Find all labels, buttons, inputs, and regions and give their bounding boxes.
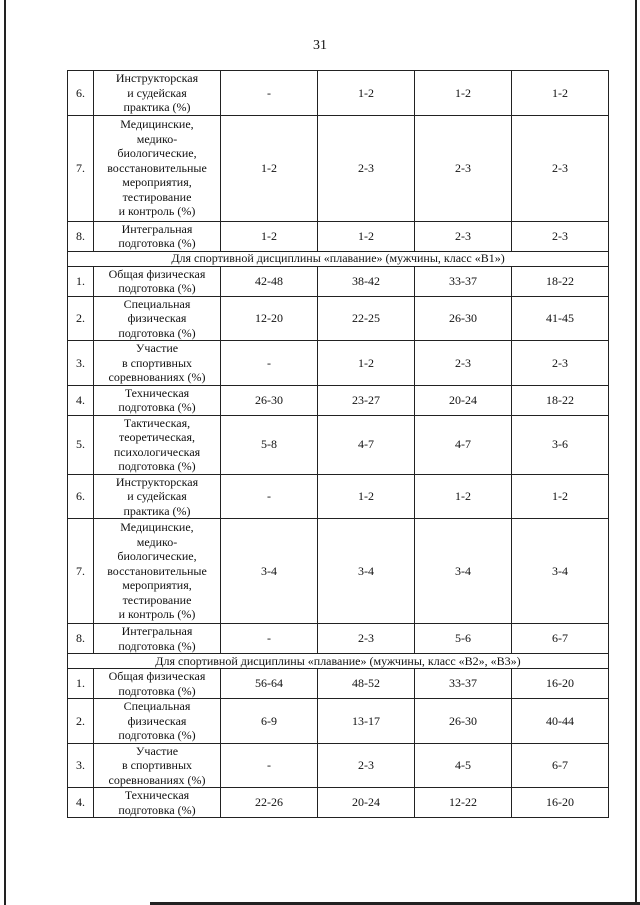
row-number: 5. xyxy=(68,415,94,474)
activity-name: Тактическая, теоретическая, психологическая подготовка (%) xyxy=(94,415,221,474)
page-number: 31 xyxy=(313,38,327,53)
stage-value-4: 41-45 xyxy=(512,296,609,341)
section-header-row xyxy=(68,654,609,669)
stage-value-1: - xyxy=(221,341,318,386)
stage-value-4: 6-7 xyxy=(512,743,609,788)
stage-value-2: 1-2 xyxy=(318,221,415,251)
stage-value-2: 23-27 xyxy=(318,385,415,415)
table-row xyxy=(68,474,609,519)
row-number: 1. xyxy=(68,266,94,296)
row-number: 3. xyxy=(68,743,94,788)
row-number: 7. xyxy=(68,115,94,221)
table-row xyxy=(68,519,609,624)
row-number: 2. xyxy=(68,296,94,341)
section-header-row xyxy=(68,251,609,266)
training-plan-table xyxy=(67,70,609,818)
stage-value-4: 2-3 xyxy=(512,115,609,221)
stage-value-4: 3-6 xyxy=(512,415,609,474)
activity-name: Медицинские, медико- биологические, восстановительные мероприятия, тестирование и контроль (%) xyxy=(94,115,221,221)
stage-value-1: - xyxy=(221,71,318,116)
table-row xyxy=(68,624,609,654)
table-row xyxy=(68,385,609,415)
stage-value-2: 2-3 xyxy=(318,743,415,788)
activity-name: Общая физическая подготовка (%) xyxy=(94,266,221,296)
stage-value-3: 12-22 xyxy=(415,788,512,818)
stage-value-1: 22-26 xyxy=(221,788,318,818)
table-row xyxy=(68,669,609,699)
stage-value-4: 40-44 xyxy=(512,699,609,744)
stage-value-1: - xyxy=(221,743,318,788)
activity-name: Инструкторская и судейская практика (%) xyxy=(94,474,221,519)
stage-value-2: 20-24 xyxy=(318,788,415,818)
stage-value-2: 1-2 xyxy=(318,71,415,116)
scan-edge-left xyxy=(4,0,6,905)
activity-name: Специальная физическая подготовка (%) xyxy=(94,699,221,744)
table-row xyxy=(68,115,609,221)
activity-name: Интегральная подготовка (%) xyxy=(94,221,221,251)
stage-value-1: 6-9 xyxy=(221,699,318,744)
stage-value-4: 18-22 xyxy=(512,266,609,296)
stage-value-3: 2-3 xyxy=(415,115,512,221)
stage-value-2: 22-25 xyxy=(318,296,415,341)
activity-name: Общая физическая подготовка (%) xyxy=(94,669,221,699)
row-number: 3. xyxy=(68,341,94,386)
scan-edge-right xyxy=(635,0,637,905)
activity-name: Участие в спортивных соревнованиях (%) xyxy=(94,341,221,386)
stage-value-4: 16-20 xyxy=(512,669,609,699)
stage-value-3: 4-5 xyxy=(415,743,512,788)
table-row xyxy=(68,266,609,296)
table-body xyxy=(68,71,609,818)
row-number: 4. xyxy=(68,385,94,415)
row-number: 6. xyxy=(68,71,94,116)
stage-value-2: 1-2 xyxy=(318,474,415,519)
stage-value-1: - xyxy=(221,474,318,519)
stage-value-4: 1-2 xyxy=(512,71,609,116)
stage-value-1: 26-30 xyxy=(221,385,318,415)
row-number: 6. xyxy=(68,474,94,519)
table-row xyxy=(68,296,609,341)
stage-value-2: 2-3 xyxy=(318,115,415,221)
table-row xyxy=(68,788,609,818)
stage-value-2: 1-2 xyxy=(318,341,415,386)
activity-name: Участие в спортивных соревнованиях (%) xyxy=(94,743,221,788)
row-number: 4. xyxy=(68,788,94,818)
stage-value-4: 18-22 xyxy=(512,385,609,415)
stage-value-3: 26-30 xyxy=(415,296,512,341)
row-number: 7. xyxy=(68,519,94,624)
activity-name: Инструкторская и судейская практика (%) xyxy=(94,71,221,116)
table-row xyxy=(68,743,609,788)
stage-value-1: 1-2 xyxy=(221,221,318,251)
stage-value-1: 12-20 xyxy=(221,296,318,341)
stage-value-3: 4-7 xyxy=(415,415,512,474)
stage-value-2: 3-4 xyxy=(318,519,415,624)
stage-value-3: 5-6 xyxy=(415,624,512,654)
stage-value-2: 48-52 xyxy=(318,669,415,699)
activity-name: Техническая подготовка (%) xyxy=(94,788,221,818)
row-number: 1. xyxy=(68,669,94,699)
table-row xyxy=(68,71,609,116)
row-number: 8. xyxy=(68,624,94,654)
stage-value-3: 1-2 xyxy=(415,71,512,116)
stage-value-3: 2-3 xyxy=(415,221,512,251)
stage-value-3: 26-30 xyxy=(415,699,512,744)
stage-value-1: 3-4 xyxy=(221,519,318,624)
activity-name: Техническая подготовка (%) xyxy=(94,385,221,415)
table-row xyxy=(68,415,609,474)
stage-value-3: 2-3 xyxy=(415,341,512,386)
stage-value-2: 13-17 xyxy=(318,699,415,744)
stage-value-2: 2-3 xyxy=(318,624,415,654)
stage-value-2: 38-42 xyxy=(318,266,415,296)
table-row xyxy=(68,221,609,251)
stage-value-4: 1-2 xyxy=(512,474,609,519)
stage-value-1: - xyxy=(221,624,318,654)
stage-value-4: 16-20 xyxy=(512,788,609,818)
activity-name: Интегральная подготовка (%) xyxy=(94,624,221,654)
stage-value-3: 20-24 xyxy=(415,385,512,415)
stage-value-1: 56-64 xyxy=(221,669,318,699)
stage-value-4: 3-4 xyxy=(512,519,609,624)
row-number: 8. xyxy=(68,221,94,251)
table-row xyxy=(68,699,609,744)
section-title: Для спортивной дисциплины «плавание» (мужчины, класс «В2», «В3») xyxy=(68,654,609,669)
stage-value-4: 2-3 xyxy=(512,341,609,386)
activity-name: Медицинские, медико- биологические, восстановительные мероприятия, тестирование и контроль (%) xyxy=(94,519,221,624)
stage-value-3: 33-37 xyxy=(415,266,512,296)
stage-value-3: 3-4 xyxy=(415,519,512,624)
stage-value-4: 6-7 xyxy=(512,624,609,654)
stage-value-1: 5-8 xyxy=(221,415,318,474)
stage-value-2: 4-7 xyxy=(318,415,415,474)
stage-value-1: 42-48 xyxy=(221,266,318,296)
stage-value-3: 1-2 xyxy=(415,474,512,519)
row-number: 2. xyxy=(68,699,94,744)
table-row xyxy=(68,341,609,386)
stage-value-3: 33-37 xyxy=(415,669,512,699)
section-title: Для спортивной дисциплины «плавание» (мужчины, класс «В1») xyxy=(68,251,609,266)
stage-value-1: 1-2 xyxy=(221,115,318,221)
activity-name: Специальная физическая подготовка (%) xyxy=(94,296,221,341)
stage-value-4: 2-3 xyxy=(512,221,609,251)
